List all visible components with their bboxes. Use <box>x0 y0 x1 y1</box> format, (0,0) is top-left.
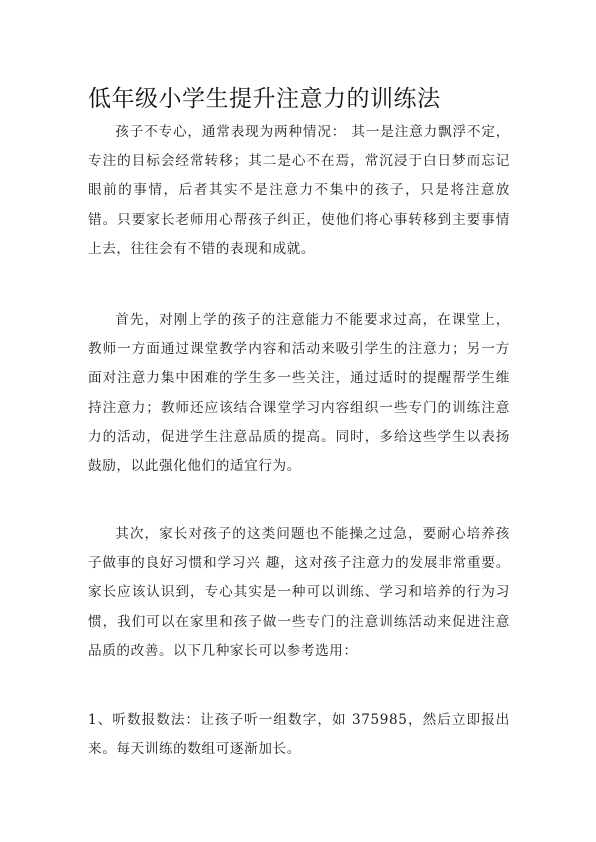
paragraph-intro: 孩子不专心，通常表现为两种情况： 其一是注意力飘浮不定，专注的目标会经常转移；其二是心不在焉，常沉浸于白日梦而忘记眼前的事情，后者其实不是注意力不集中的孩子，只是将注意放错。只要家长老师用心帮孩子纠正，使他们将心事转移到主要事情上去，往往会有不错的表现和成就。 <box>88 124 510 257</box>
paragraph-teacher-strategy: 首先，对刚上学的孩子的注意能力不能要求过高，在课堂上，教师一方面通过课堂教学内容和活动来吸引学生的注意力；另一方面对注意力集中困难的学生多一些关注，通过适时的提醒帮学生维持注意力；教师还应该结合课堂学习内容组织一些专门的训练注意力的活动，促进学生注意品质的提高。同时，多给这些学生以表扬鼓励，以此强化他们的适宜行为。 <box>88 312 510 475</box>
document-title: 低年级小学生提升注意力的训练法 <box>88 86 441 112</box>
paragraph-method-1: 1、听数报数法：让孩子听一组数字，如 375985，然后立即报出来。每天训练的数组可逐渐加长。 <box>88 712 510 758</box>
paragraph-parent-strategy: 其次，家长对孩子的这类问题也不能操之过急，要耐心培养孩子做事的良好习惯和学习兴 趣，这对孩子注意力的发展非常重要。家长应该认识到，专心其实是一种可以训练、学习和培养的行为习惯，我们可以在家里和孩子做一些专门的注意训练活动来促进注意品质的改善。以下几种家长可以参考选用： <box>88 526 510 659</box>
